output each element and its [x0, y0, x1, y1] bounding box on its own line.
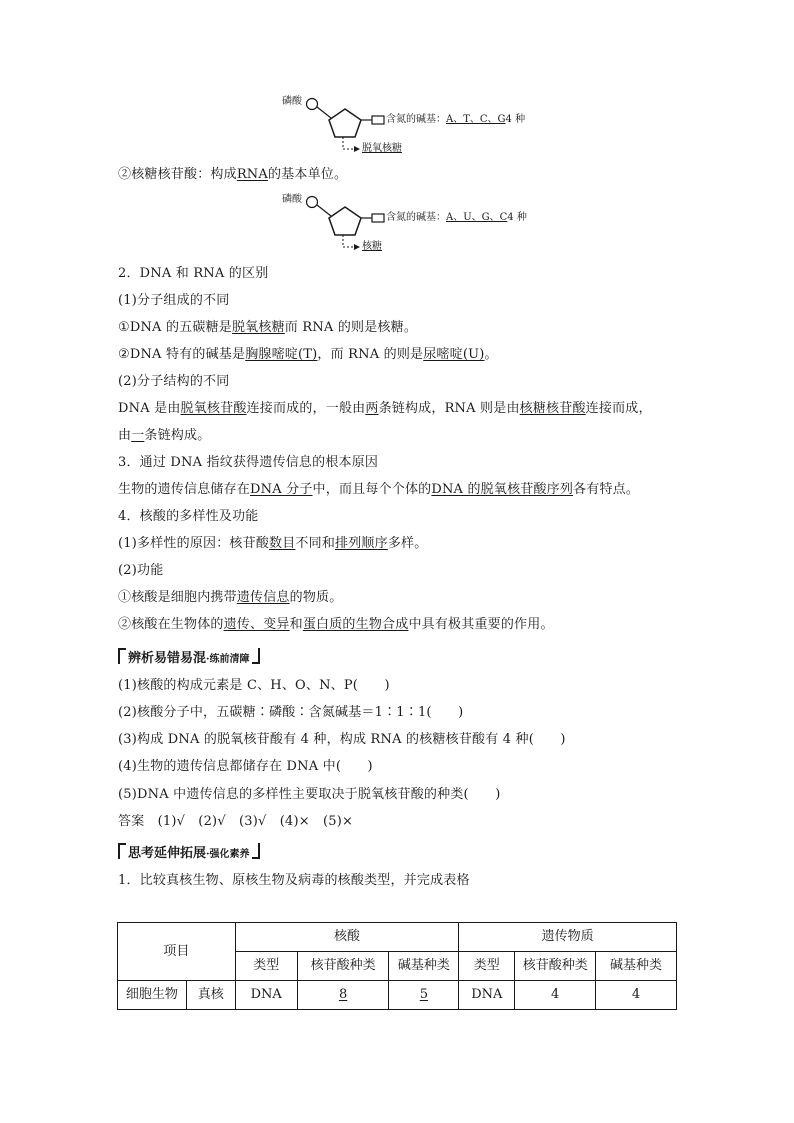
judge-question-3: (3)构成 DNA 的脱氧核苷酸有 4 种，构成 RNA 的核糖核苷酸有 4 种( ): [118, 732, 566, 747]
header-genetic-material: 遗传物质: [459, 923, 677, 952]
think-heading: 思考延伸拓展·强化素养: [118, 843, 260, 864]
table-row: [118, 981, 677, 1010]
row-na-base: 5: [389, 981, 459, 1010]
row-group: 细胞生物: [118, 981, 187, 1010]
nucleic-acid-table: [117, 922, 677, 1010]
section-2-line-3: DNA 是由脱氧核苷酸连接而成的，一般由两条链构成，RNA 则是由核糖核苷酸连接而成，: [118, 401, 652, 416]
deoxyribonucleotide-diagram: [280, 92, 540, 162]
section-2-sub-1: (1)分子组成的不同: [118, 293, 230, 308]
section-2-line-2: ②DNA 特有的碱基是胸腺嘧啶(T)，而 RNA 的则是尿嘧啶(U)。: [118, 347, 498, 362]
row-na-nucleotide: 8: [297, 981, 389, 1010]
section-4-line-3: ①核酸是细胞内携带遗传信息的物质。: [118, 590, 343, 605]
bracket-left-icon-2: [118, 843, 126, 859]
nucleotide-structure-icon: [280, 92, 540, 162]
judge-question-5: (5)DNA 中遗传信息的多样性主要取决于脱氧核苷酸的种类( ): [118, 787, 501, 802]
section-2-line-1: ①DNA 的五碳糖是脱氧核糖而 RNA 的则是核糖。: [118, 320, 418, 335]
section-3-line-1: 生物的遗传信息储存在DNA 分子中，而且每个个体的DNA 的脱氧核苷酸序列各有特点。: [118, 482, 640, 497]
phosphate-label: 磷酸: [282, 96, 302, 107]
section-2-line-4: 由一条链构成。: [118, 428, 211, 443]
row-gm-type: DNA: [459, 981, 515, 1010]
row-gm-nucleotide: 4: [515, 981, 596, 1010]
header-na-type: 类型: [235, 952, 297, 981]
judge-question-1: (1)核酸的构成元素是 C、H、O、N、P( ): [118, 678, 390, 693]
section-4-title: 4．核酸的多样性及功能: [118, 509, 259, 524]
section-3-title: 3．通过 DNA 指纹获得遗传信息的根本原因: [118, 455, 379, 470]
section-2-sub-2: (2)分子结构的不同: [118, 374, 230, 389]
sugar-label: 脱氧核糖: [362, 143, 402, 154]
ribonucleotide-line: ②核糖核苷酸：构成RNA的基本单位。: [118, 167, 348, 182]
judge-answer: 答案 (1)√ (2)√ (3)√ (4)× (5)×: [118, 814, 354, 829]
ribonucleotide-diagram: [280, 190, 540, 260]
section-2-title: 2．DNA 和 RNA 的区别: [118, 266, 269, 281]
nucleotide-structure-icon-2: [280, 190, 540, 260]
header-gm-type: 类型: [459, 952, 515, 981]
bracket-right-icon-2: [252, 843, 260, 859]
nitrogenous-base-label: 含氮的碱基：A、T、C、G4 种: [386, 114, 526, 125]
row-na-type: DNA: [235, 981, 297, 1010]
judge-question-4: (4)生物的遗传信息都储存在 DNA 中( ): [118, 759, 373, 774]
nitrogenous-base-label-2: 含氮的碱基：A、U、G、C4 种: [386, 212, 527, 223]
judge-question-2: (2)核酸分子中，五碳糖∶磷酸∶含氮碱基＝1∶1∶1( ): [118, 705, 464, 720]
header-gm-nucleotide: 核苷酸种类: [515, 952, 596, 981]
row-kind: 真核: [186, 981, 235, 1010]
header-gm-base: 碱基种类: [596, 952, 677, 981]
bracket-right-icon: [252, 648, 260, 664]
think-question-1: 1．比较真核生物、原核生物及病毒的核酸类型，并完成表格: [118, 873, 470, 888]
row-gm-base: 4: [596, 981, 677, 1010]
header-item: 项目: [118, 923, 236, 981]
header-nucleic-acid: 核酸: [235, 923, 459, 952]
bracket-left-icon: [118, 648, 126, 664]
section-4-line-2: (2)功能: [118, 563, 164, 578]
header-na-base: 碱基种类: [389, 952, 459, 981]
section-4-line-4: ②核酸在生物体的遗传、变异和蛋白质的生物合成中具有极其重要的作用。: [118, 617, 554, 632]
section-4-line-1: (1)多样性的原因：核苷酸数目不同和排列顺序多样。: [118, 536, 428, 551]
judge-heading: 辨析易错易混·练前清障: [118, 648, 260, 669]
phosphate-label-2: 磷酸: [282, 194, 302, 205]
sugar-label-2: 核糖: [362, 241, 382, 252]
header-na-nucleotide: 核苷酸种类: [297, 952, 389, 981]
